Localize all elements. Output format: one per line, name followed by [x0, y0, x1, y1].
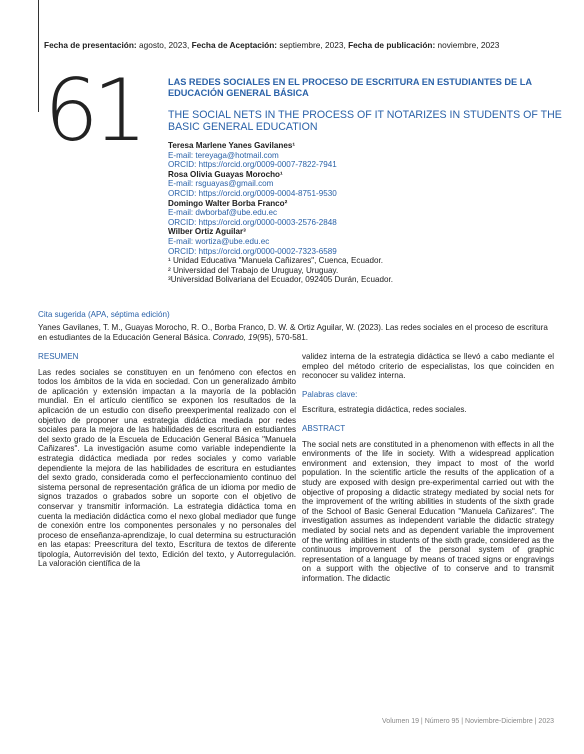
- citation-pages: (95), 570-581.: [257, 332, 308, 342]
- author-orcid[interactable]: ORCID: https://orcid.org/0000-0003-2576-2848: [168, 217, 337, 227]
- author-email[interactable]: E-mail: tereyaga@hotmail.com: [168, 150, 279, 160]
- title-spanish: LAS REDES SOCIALES EN EL PROCESO DE ESCRITURA EN ESTUDIANTES DE LA EDUCACIÓN GENERAL BÁSICA: [168, 77, 532, 98]
- title-english: THE SOCIAL NETS IN THE PROCESS OF IT NOTARIZES IN STUDENTS OF THE BASIC GENERAL EDUCATION: [168, 109, 562, 133]
- author-email[interactable]: E-mail: wortiza@ube.edu.ec: [168, 236, 270, 246]
- author-email[interactable]: E-mail: dwborbaf@ube.edu.ec: [168, 208, 277, 218]
- aceptacion-value: septiembre, 2023,: [277, 40, 349, 50]
- article-number: 61: [44, 61, 142, 161]
- citation-journal: Conrado, 19: [212, 332, 258, 342]
- affiliation: ¹ Unidad Educativa "Manuela Cañizares", Cuenca, Ecuador.: [168, 256, 383, 266]
- citation-text: [38, 323, 553, 342]
- left-column: [38, 352, 296, 578]
- author-name: Rosa Olivia Guayas Morocho¹: [168, 169, 283, 179]
- resumen-continuation: validez interna de la estrategia didáctica se llevó a cabo mediante el empleo del método criterio de especialistas, los que coinciden en reconocer su validez interna.: [302, 352, 554, 381]
- right-column: [302, 352, 554, 592]
- presentacion-value: agosto, 2023,: [136, 40, 192, 50]
- publicacion-value: noviembre, 2023: [435, 40, 500, 50]
- page-footer: Volumen 19 | Número 95 | Noviembre-Diciembre | 2023: [382, 718, 554, 725]
- author-name: Teresa Marlene Yanes Gavilanes¹: [168, 141, 296, 150]
- author-orcid[interactable]: ORCID: https://orcid.org/0000-0002-7323-6589: [168, 246, 337, 256]
- keywords-text: Escritura, estrategia didáctica, redes sociales.: [302, 405, 467, 415]
- author-orcid[interactable]: ORCID: https://orcid.org/0009-0007-7822-7941: [168, 160, 337, 170]
- abstract-text: The social nets are constituted in a phenomenon with effects in all the environments of the life in society. With a widespread application environment and extension, they impact to most of the world population. In the scientific article the results of the application of a study are exposed with design pre-experimental carried out with the objective of proposing a didactic strategy mediated by social nets for the improvement of the writing abilities in students of the sixth grade of the School of Basic General Education "Manuela Cañizares". The investigation assumes as independent variable the didactic strategy mediated by social nets and as dependent variable the improvement of the writing abilities in students of the sixth grade, considered as the continuous improvement of the personal system of graphic representation of a language by means of traced signs or engravings on a support with the objective of to conserve and to transmit information. The didactic: [302, 439, 554, 583]
- author-name: Domingo Walter Borba Franco²: [168, 198, 288, 208]
- resumen-text: Las redes sociales se constituyen en un fenómeno con efectos en todos los ámbitos de la vida en sociedad. Con un generalizado ámbito de aplicación y extensión impactan a la mayoría de la población mundial. En el artículo científico se exponen los resultados de la aplicación de un estudio con diseño preexperimental realizado con el objetivo de proponer una estrategia didáctica mediada por redes sociales para la mejora de las habilidades de escritura en estudiantes del sexto grado de la Escuela de Educación General Básica "Manuela Cañizares". La investigación asume como variable independiente la estrategia didáctica mediada por redes sociales y como variable dependiente la mejora de las habilidades de escritura en estudiantes del sexto grado, considerada como el perfeccionamiento continuo del sistema personal de representación gráfica de un idioma por medio de signos trazados o grabados sobre un soporte con el objetivo de conservar y transmitir información. La estrategia didáctica toma en cuenta la mediación didáctica como el nexo global mediador que funge de conexión entre los componentes personales y no personales del proceso de enseñanza-aprendizaje, lo cual determina su estructuración en las etapas: Preescritura del texto, Escritura de textos de diferente tipología, Autorrevisión del texto, Edición del texto, y Autorregulación. La valoración científica de la: [38, 367, 296, 569]
- publication-dates: [44, 40, 580, 50]
- abstract-heading: ABSTRACT: [302, 423, 346, 433]
- aceptacion-label: Fecha de Aceptación:: [191, 40, 278, 50]
- presentacion-label: Fecha de presentación:: [44, 40, 137, 50]
- author-email[interactable]: E-mail: rsguayas@gmail.com: [168, 179, 274, 189]
- author-name: Wilber Ortiz Aguilar³: [168, 227, 246, 237]
- keywords-heading: Palabras clave:: [302, 389, 358, 399]
- header-vertical-rule: [38, 0, 39, 112]
- resumen-heading: RESUMEN: [38, 352, 79, 361]
- citation-label: Cita sugerida (APA, séptima edición): [38, 310, 170, 319]
- affiliation: ² Universidad del Trabajo de Uruguay, Uruguay.: [168, 265, 339, 275]
- author-orcid[interactable]: ORCID: https://orcid.org/0009-0004-8751-9530: [168, 188, 337, 198]
- authors-block: [168, 141, 568, 285]
- citation-body: Yanes Gavilanes, T. M., Guayas Morocho, R. O., Borba Franco, D. W. & Ortiz Aguilar, W. (2023). Las redes sociales en el proceso de escritura en estudiantes de la Educación General Básica.: [38, 323, 548, 342]
- publicacion-label: Fecha de publicación:: [348, 40, 436, 50]
- affiliation: ³Universidad Bolivariana del Ecuador, 092405 Durán, Ecuador.: [168, 275, 393, 285]
